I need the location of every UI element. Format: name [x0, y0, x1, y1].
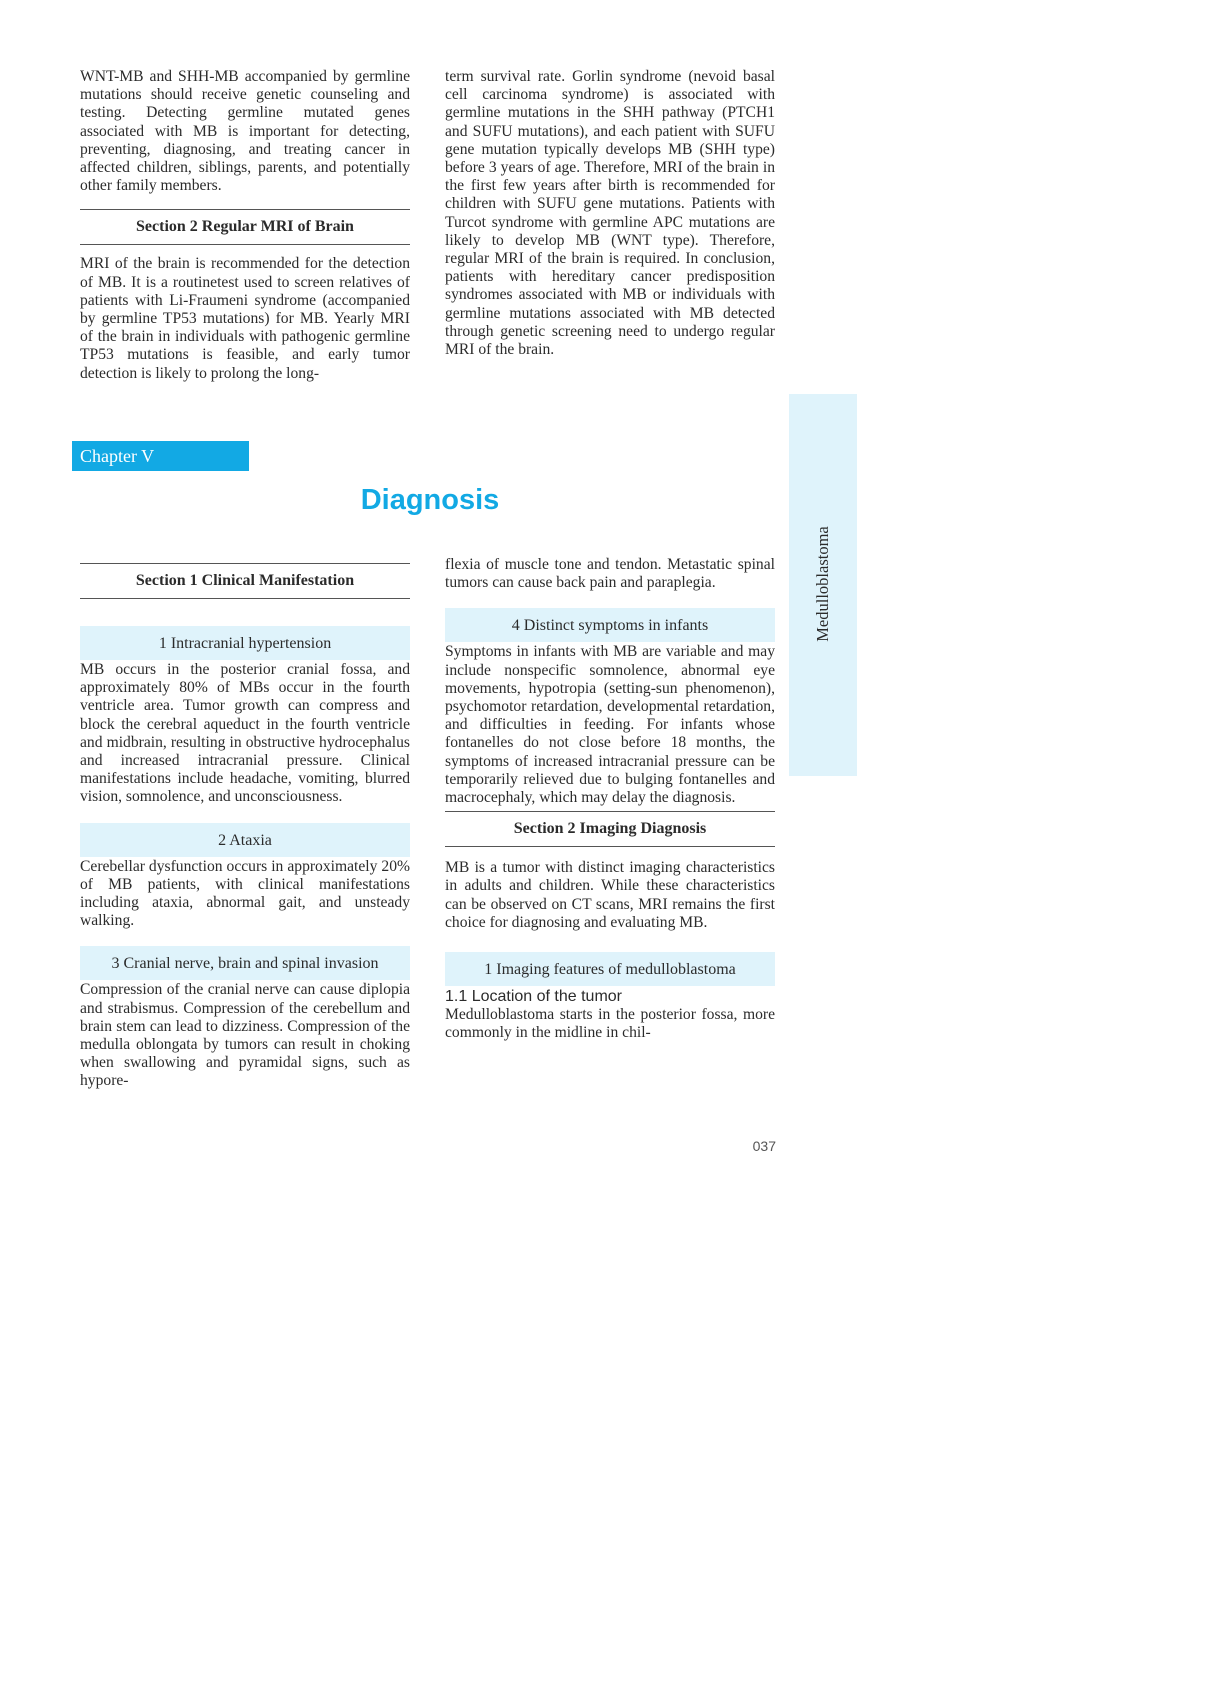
- subheading-cranial-nerve-invasion: 3 Cranial nerve, brain and spinal invasion: [80, 946, 410, 980]
- bottom-right-column: [445, 556, 775, 1042]
- top-left-column: [80, 68, 410, 383]
- chapter-label: Chapter V: [72, 441, 249, 471]
- section-heading-imaging-diagnosis: Section 2 Imaging Diagnosis: [445, 811, 775, 847]
- page-number: 037: [752, 1138, 776, 1154]
- paragraph-imaging-diagnosis: MB is a tumor with distinct imaging characteristics in adults and children. While these characteristics can be observed on CT scans, MRI remains the first choice for diagnosing and evaluating MB.: [445, 859, 775, 931]
- paragraph-metastatic-continuation: flexia of muscle tone and tendon. Metastatic spinal tumors can cause back pain and paraplegia.: [445, 556, 775, 592]
- paragraph-intracranial-hypertension: MB occurs in the posterior cranial fossa, and approximately 80% of MBs occur in the fourth ventricle area. Tumor growth can compress and block the cerebral aqueduct in the fourth ventricle and midbrain, resulting in obstructive hydrocephalus and increased intracranial pressure. Clinical manifestations include headache, vomiting, blurred vision, somnolence, and unconsciousness.: [80, 661, 410, 806]
- side-tab-label: Medulloblastoma: [813, 526, 832, 642]
- bottom-left-column: [80, 563, 410, 1091]
- paragraph-infant-symptoms: Symptoms in infants with MB are variable and may include nonspecific somnolence, abnormal eye movements, hypotropia (setting-sun phenomenon), psychomotor retardation, developmental retardation, and difficulties in feeding. For infants whose fontanelles do not close before 18 months, the symptoms of increased intracranial pressure can be temporarily relieved due to bulging fontanelles and macrocephaly, which may delay the diagnosis.: [445, 643, 775, 807]
- subsubheading-tumor-location: 1.1 Location of the tumor: [445, 988, 622, 1006]
- subheading-distinct-symptoms-infants: 4 Distinct symptoms in infants: [445, 608, 775, 642]
- paragraph-genetic-counseling: WNT-MB and SHH-MB accompanied by germline mutations should receive genetic counseling and testing. Detecting germline mutated genes associated with MB is important for detecting, preventing, diagnosing, and treating cancer in affected children, siblings, parents, and potentially other family members.: [80, 68, 410, 195]
- section-heading-regular-mri: Section 2 Regular MRI of Brain: [80, 209, 410, 245]
- subheading-ataxia: 2 Ataxia: [80, 823, 410, 857]
- paragraph-mri-recommendation: MRI of the brain is recommended for the detection of MB. It is a routinetest used to screen relatives of patients with Li-Fraumeni syndrome (accompanied by germline TP53 mutations) for MB. Yearly MRI of the brain in individuals with pathogenic germline TP53 mutations is feasible, and early tumor detection is likely to prolong the long-: [80, 255, 410, 382]
- paragraph-cranial-nerve-invasion: Compression of the cranial nerve can cause diplopia and strabismus. Compression of the cerebellum and brain stem can lead to dizziness. Compression of the medulla oblongata by tumors can result in choking when swallowing and pyramidal signs, such as hypore-: [80, 981, 410, 1090]
- subheading-imaging-features: 1 Imaging features of medulloblastoma: [445, 952, 775, 986]
- section-heading-clinical-manifestation: Section 1 Clinical Manifestation: [80, 563, 410, 599]
- chapter-title: Diagnosis: [360, 484, 500, 516]
- top-right-column: [445, 68, 775, 359]
- paragraph-gorlin-syndrome: term survival rate. Gorlin syndrome (nevoid basal cell carcinoma syndrome) is associated with germline mutations in the SHH pathway (PTCH1 and SUFU mutations), and each patient with SUFU gene mutation typically develops MB (SHH type) before 3 years of age. Therefore, MRI of the brain in the first few years after birth is recommended for children with SUFU gene mutations. Patients with Turcot syndrome with germline APC mutations are likely to develop MB (WNT type). Therefore, regular MRI of the brain is required. In conclusion, patients with hereditary cancer predisposition syndromes associated with MB or individuals with germline mutations associated with MB detected through genetic screening need to undergo regular MRI of the brain.: [445, 68, 775, 359]
- side-tab-medulloblastoma: [789, 394, 857, 776]
- paragraph-tumor-location: Medulloblastoma starts in the posterior fossa, more commonly in the midline in chil-: [445, 1006, 775, 1042]
- subheading-intracranial-hypertension: 1 Intracranial hypertension: [80, 626, 410, 660]
- paragraph-ataxia: Cerebellar dysfunction occurs in approximately 20% of MB patients, with clinical manifestations including ataxia, abnormal gait, and unsteady walking.: [80, 857, 410, 930]
